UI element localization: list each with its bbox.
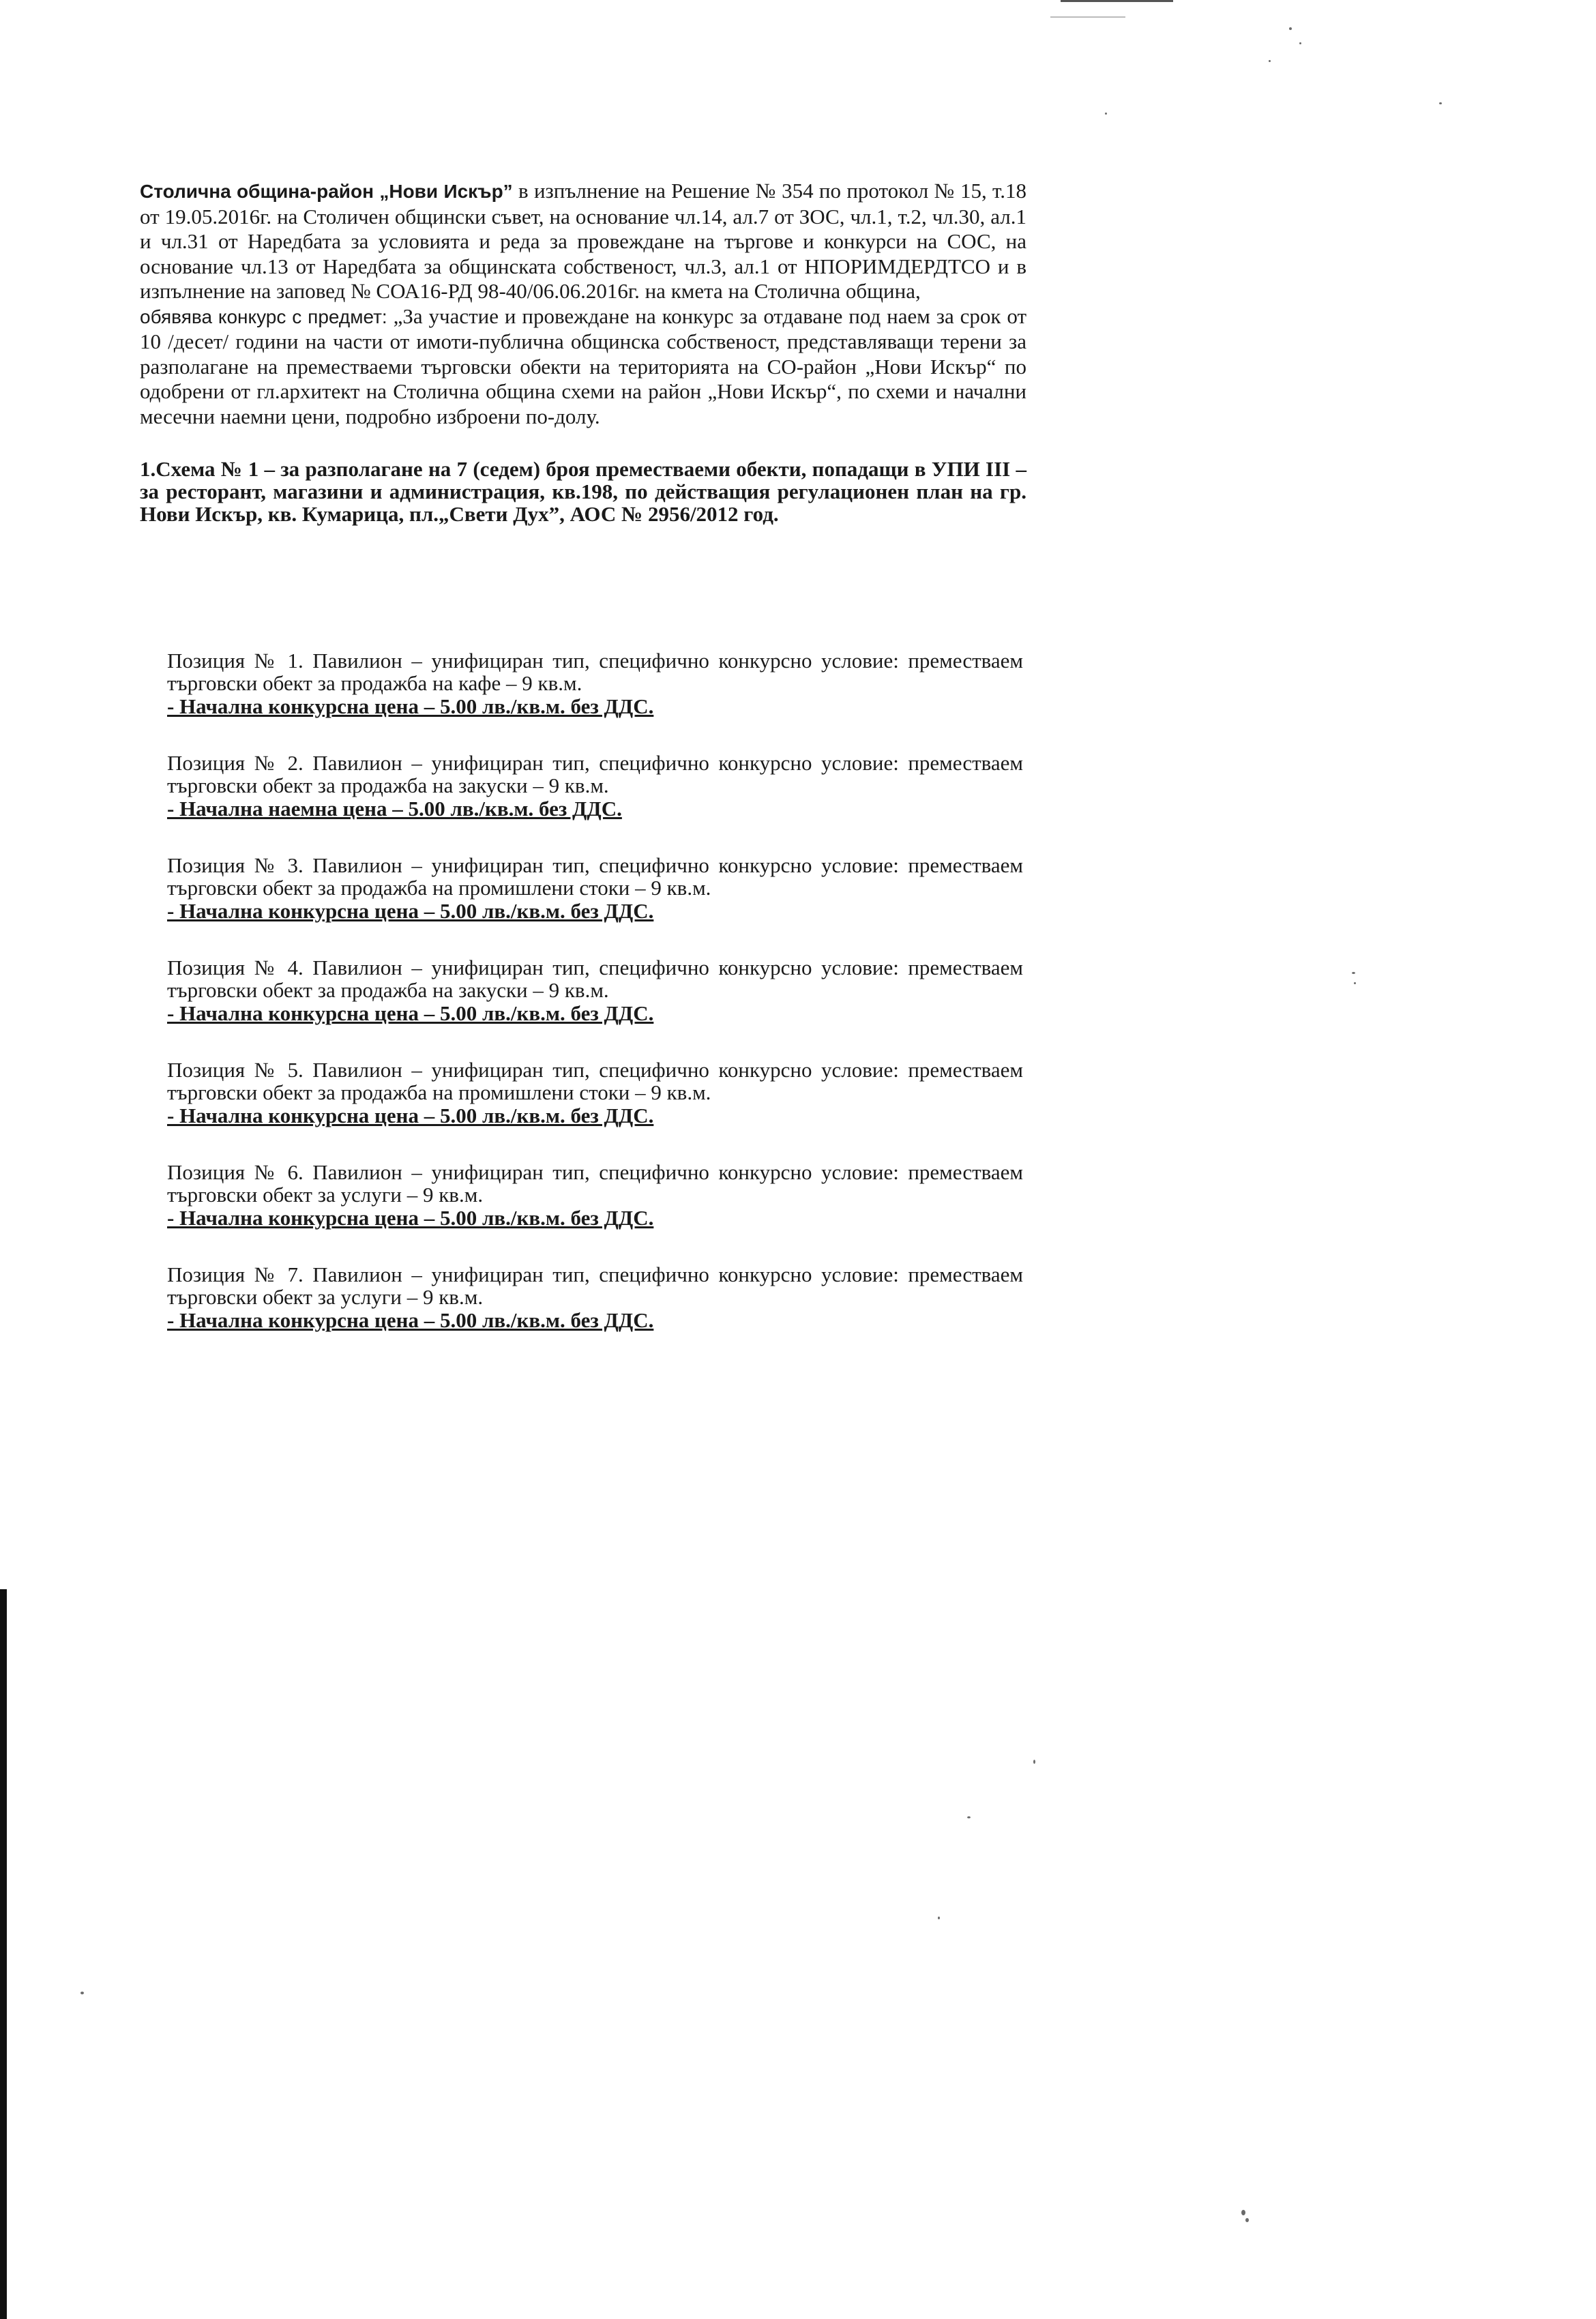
position-description: Позиция № 4. Павилион – унифициран тип, специфично конкурсно условие: преместваем търговски обект за продажба на закуски – 9 кв.м. xyxy=(167,956,1023,1002)
announcement-lead: обявява конкурс с предмет: xyxy=(140,306,387,327)
scan-speck xyxy=(1241,2210,1245,2215)
scan-edge-shadow xyxy=(0,1589,7,2319)
scan-speck xyxy=(1352,972,1355,974)
scan-speck xyxy=(1245,2218,1249,2222)
scan-speck xyxy=(1439,102,1442,104)
intro-paragraph xyxy=(140,179,1026,304)
position-price: - Начална конкурсна цена – 5.00 лв./кв.м. без ДДС. xyxy=(167,1206,654,1230)
position-price: - Начална конкурсна цена – 5.00 лв./кв.м. без ДДС. xyxy=(167,1308,654,1332)
position-item xyxy=(167,649,1023,718)
scan-speck xyxy=(938,1917,940,1919)
scan-artifact-line xyxy=(1061,0,1173,2)
issuing-organization: Столична община-район „Нови Искър” xyxy=(140,181,513,202)
position-description: Позиция № 5. Павилион – унифициран тип, специфично конкурсно условие: преместваем търговски обект за продажба на промишлени стоки – 9 кв.м. xyxy=(167,1058,1023,1104)
document-body xyxy=(140,179,1026,525)
position-item xyxy=(167,1059,1023,1127)
position-price: - Начална конкурсна цена – 5.00 лв./кв.м. без ДДС. xyxy=(167,1104,654,1127)
position-item xyxy=(167,854,1023,923)
scan-speck xyxy=(1033,1760,1035,1764)
scan-artifact-line xyxy=(1050,16,1125,18)
announcement-text: „За участие и провеждане на конкурс за отдаване под наем за срок от 10 /десет/ години на части от имоти-публична общинска собственост, представляващи терени за разполагане на преместваеми търговски обекти на територията на СО-район „Нови Искър“ по одобрени от гл.архитект на Столична община схеми на район „Нови Искър“, по схеми и начални месечни наемни цени, подробно изброени по-долу. xyxy=(140,304,1026,428)
scan-speck xyxy=(1289,27,1292,30)
scan-speck xyxy=(80,1992,84,1994)
position-item xyxy=(167,752,1023,821)
position-price: - Начална конкурсна цена – 5.00 лв./кв.м. без ДДС. xyxy=(167,694,654,718)
position-item xyxy=(167,1161,1023,1230)
position-description: Позиция № 6. Павилион – унифициран тип, специфично конкурсно условие: преместваем търговски обект за услуги – 9 кв.м. xyxy=(167,1160,1023,1207)
position-price: - Начална конкурсна цена – 5.00 лв./кв.м. без ДДС. xyxy=(167,899,654,923)
position-item xyxy=(167,956,1023,1025)
intro-text: в изпълнение на Решение № 354 по протокол № 15, т.18 от 19.05.2016г. на Столичен общински съвет, на основание чл.14, ал.7 от ЗОС, чл.1, т.2, чл.30, ал.1 и чл.31 от Наредбата за условията и реда за провеждане на търгове и конкурси на СОС, на основание чл.13 от Наредбата за общинската собственост, чл.3, ал.1 от НПОРИМДЕРДТСО и в изпълнение на заповед № СОА16-РД 98-40/06.06.2016г. на кмета на Столична община, xyxy=(140,179,1027,303)
scan-speck xyxy=(1269,60,1271,62)
position-description: Позиция № 3. Павилион – унифициран тип, специфично конкурсно условие: преместваем търговски обект за продажба на промишлени стоки – 9 кв.м. xyxy=(167,853,1023,900)
scan-speck xyxy=(1354,982,1356,984)
position-item xyxy=(167,1263,1023,1332)
position-description: Позиция № 7. Павилион – унифициран тип, специфично конкурсно условие: преместваем търговски обект за услуги – 9 кв.м. xyxy=(167,1262,1023,1309)
scan-speck xyxy=(967,1816,971,1818)
scan-speck xyxy=(1105,113,1107,115)
position-price: - Начална наемна цена – 5.00 лв./кв.м. без ДДС. xyxy=(167,797,622,821)
announcement-paragraph xyxy=(140,304,1026,430)
positions-list xyxy=(167,649,1023,1365)
position-price: - Начална конкурсна цена – 5.00 лв./кв.м. без ДДС. xyxy=(167,1001,654,1025)
position-description: Позиция № 1. Павилион – унифициран тип, специфично конкурсно условие: преместваем търговски обект за продажба на кафе – 9 кв.м. xyxy=(167,649,1023,695)
scan-speck xyxy=(1299,42,1301,44)
position-description: Позиция № 2. Павилион – унифициран тип, специфично конкурсно условие: преместваем търговски обект за продажба на закуски – 9 кв.м. xyxy=(167,751,1023,797)
scheme-heading: 1.Схема № 1 – за разполагане на 7 (седем) броя преместваеми обекти, попадащи в УПИ III – за ресторант, магазини и администрация, кв.198, по действащия регулационен план на гр. Нови Искър, кв. Кумарица, пл.„Свети Дух”, АОС № 2956/2012 год. xyxy=(140,457,1026,526)
